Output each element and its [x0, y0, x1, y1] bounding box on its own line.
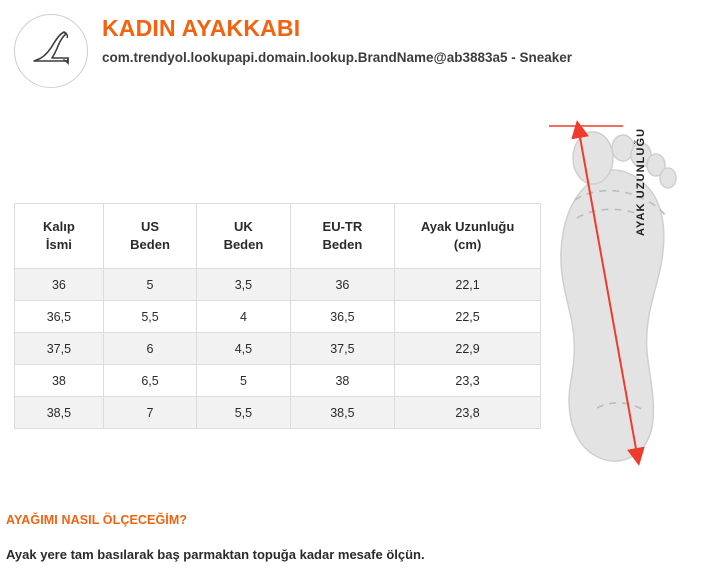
table-row [15, 301, 541, 333]
header-line-2: İsmi [45, 237, 72, 252]
header-line-1: US [141, 219, 160, 235]
cell-kalip-ismi: 37,5 [15, 333, 104, 365]
size-table-container [14, 203, 541, 429]
brand-logo [14, 14, 88, 88]
cell-eu-tr-beden: 36 [290, 269, 395, 301]
cell-kalip-ismi: 38 [15, 365, 104, 397]
column-header-kalip-ismi [15, 204, 104, 269]
size-table-body [15, 269, 541, 429]
cell-uk-beden: 5 [197, 365, 290, 397]
footprint-sole-icon [531, 465, 701, 482]
table-header-row [15, 204, 541, 269]
cell-eu-tr-beden: 38 [290, 365, 395, 397]
measure-label: AYAK UZUNLUĞU [635, 127, 647, 236]
page-subtitle: com.trendyol.lookupapi.domain.lookup.BrandName@ab3883a5 - Sneaker [102, 50, 573, 66]
column-header-uk-beden [197, 204, 290, 269]
cell-us-beden: 6,5 [103, 365, 196, 397]
cell-us-beden: 5 [103, 269, 196, 301]
header-line-1: Ayak Uzunluğu [420, 219, 515, 235]
cell-kalip-ismi: 36 [15, 269, 104, 301]
cell-ayak-uzunlugu: 23,3 [395, 365, 541, 397]
footer-question: AYAĞIMI NASIL ÖLÇECEĞİM? [6, 513, 188, 527]
cell-uk-beden: 4,5 [197, 333, 290, 365]
cell-uk-beden: 3,5 [197, 269, 290, 301]
high-heel-shoe-icon [28, 27, 74, 76]
foot-measure-diagram [531, 108, 701, 478]
header-line-1: Kalıp [43, 219, 75, 235]
cell-kalip-ismi: 38,5 [15, 397, 104, 429]
cell-eu-tr-beden: 38,5 [290, 397, 395, 429]
cell-us-beden: 6 [103, 333, 196, 365]
footer-answer: Ayak yere tam basılarak baş parmaktan topuğa kadar mesafe ölçün. [6, 547, 425, 562]
size-table-head [15, 204, 541, 269]
page-header [0, 0, 709, 88]
cell-ayak-uzunlugu: 22,5 [395, 301, 541, 333]
page-footer [6, 513, 696, 562]
column-header-eu-tr-beden [290, 204, 395, 269]
cell-ayak-uzunlugu: 22,9 [395, 333, 541, 365]
page-title: KADIN AYAKKABI [102, 15, 301, 41]
header-line-2: (cm) [453, 237, 482, 252]
table-row [15, 333, 541, 365]
header-text-block [102, 14, 572, 68]
header-line-2: Beden [322, 237, 363, 252]
header-line-1: EU-TR [322, 219, 363, 235]
header-line-1: UK [234, 219, 253, 235]
cell-us-beden: 5,5 [103, 301, 196, 333]
table-row [15, 365, 541, 397]
cell-us-beden: 7 [103, 397, 196, 429]
cell-eu-tr-beden: 36,5 [290, 301, 395, 333]
header-line-2: Beden [130, 237, 170, 252]
header-line-2: Beden [223, 237, 264, 252]
cell-kalip-ismi: 36,5 [15, 301, 104, 333]
column-header-ayak-uzunlugu [395, 204, 541, 269]
table-row [15, 269, 541, 301]
column-header-us-beden [103, 204, 196, 269]
cell-eu-tr-beden: 37,5 [290, 333, 395, 365]
size-table [14, 203, 541, 429]
cell-ayak-uzunlugu: 23,8 [395, 397, 541, 429]
cell-uk-beden: 4 [197, 301, 290, 333]
cell-ayak-uzunlugu: 22,1 [395, 269, 541, 301]
cell-uk-beden: 5,5 [197, 397, 290, 429]
table-row [15, 397, 541, 429]
